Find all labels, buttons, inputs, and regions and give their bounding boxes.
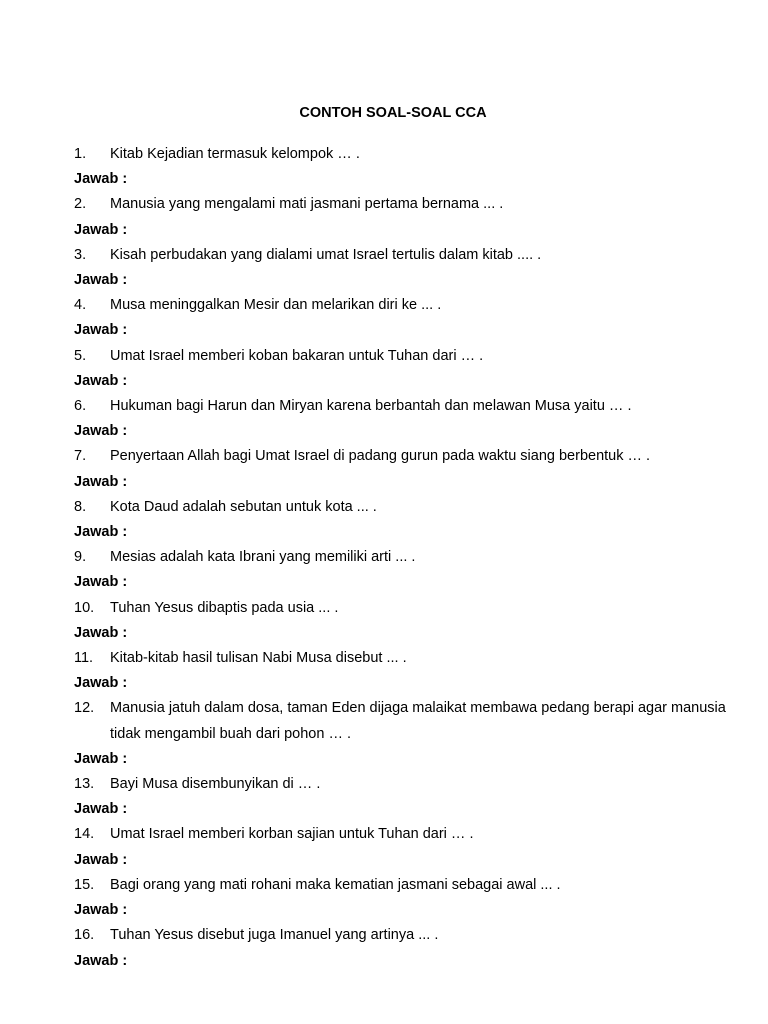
question-text: Manusia jatuh dalam dosa, taman Eden dijaga malaikat membawa pedang berapi agar manusia tidak mengambil buah dari pohon … .: [110, 700, 726, 742]
question-number: 15.: [74, 876, 95, 893]
question-number: 12.: [74, 700, 95, 717]
question-item: [74, 495, 734, 520]
answer-label: Jawab :: [74, 952, 128, 969]
answer-label: Jawab :: [74, 372, 128, 389]
question-item: [74, 344, 734, 369]
question-number: 8.: [74, 498, 87, 515]
answer-label: Jawab :: [74, 574, 128, 591]
question-text: Kitab-kitab hasil tulisan Nabi Musa disebut ... .: [110, 650, 407, 667]
answer-label: Jawab :: [74, 902, 128, 919]
answer-label: Jawab :: [74, 473, 128, 490]
question-text: Musa meninggalkan Mesir dan melarikan diri ke ... .: [110, 297, 442, 314]
question-number: 10.: [74, 599, 95, 616]
question-list: [74, 142, 734, 974]
question-text: Kisah perbudakan yang dialami umat Israel tertulis dalam kitab .... .: [110, 246, 542, 263]
question-number: 6.: [74, 398, 87, 415]
question-item: [74, 545, 734, 570]
question-item: [74, 923, 734, 948]
answer-label: Jawab :: [74, 624, 128, 641]
question-text: Kitab Kejadian termasuk kelompok … .: [110, 146, 360, 162]
answer-label: Jawab :: [74, 423, 128, 440]
question-text: Hukuman bagi Harun dan Miryan karena berbantah dan melawan Musa yaitu … .: [110, 398, 632, 415]
question-number: 7.: [74, 448, 87, 465]
question-number: 16.: [74, 927, 95, 944]
question-number: 4.: [74, 297, 87, 314]
question-item: [74, 873, 734, 898]
question-number: 1.: [74, 146, 87, 162]
question-item: [74, 596, 734, 621]
question-number: 2.: [74, 196, 87, 213]
question-number: 3.: [74, 246, 87, 263]
question-item: [74, 646, 734, 671]
question-text: Manusia yang mengalami mati jasmani pertama bernama ... .: [110, 196, 504, 213]
question-text: Tuhan Yesus dibaptis pada usia ... .: [110, 599, 339, 616]
question-text: Kota Daud adalah sebutan untuk kota ... .: [110, 498, 377, 515]
question-item: [74, 394, 734, 419]
question-number: 5.: [74, 347, 87, 364]
question-item: [74, 142, 734, 167]
answer-label: Jawab :: [74, 851, 128, 868]
answer-label: Jawab :: [74, 272, 128, 289]
answer-label: Jawab :: [74, 675, 128, 692]
question-item: [74, 293, 734, 318]
answer-label: Jawab :: [74, 171, 128, 188]
question-text: Penyertaan Allah bagi Umat Israel di padang gurun pada waktu siang berbentuk … .: [110, 448, 651, 465]
answer-label: Jawab :: [74, 322, 128, 339]
answer-label: Jawab :: [74, 801, 128, 818]
answer-label: Jawab :: [74, 750, 128, 767]
question-item: [74, 192, 734, 217]
question-text: Bayi Musa disembunyikan di … .: [110, 776, 321, 793]
question-item: [74, 444, 734, 469]
question-item: [74, 696, 734, 746]
document-title: CONTOH SOAL-SOAL CCA: [299, 105, 487, 121]
question-text: Tuhan Yesus disebut juga Imanuel yang artinya ... .: [110, 927, 439, 944]
answer-label: Jawab :: [74, 221, 128, 238]
question-number: 11.: [74, 650, 94, 667]
question-item: [74, 772, 734, 797]
question-item: [74, 243, 734, 268]
question-text: Umat Israel memberi koban bakaran untuk Tuhan dari … .: [110, 347, 484, 364]
question-number: 13.: [74, 776, 95, 793]
question-number: 14.: [74, 826, 95, 843]
question-number: 9.: [74, 549, 87, 566]
question-item: [74, 822, 734, 847]
question-text: Bagi orang yang mati rohani maka kematian jasmani sebagai awal ... .: [110, 876, 561, 893]
question-text: Umat Israel memberi korban sajian untuk Tuhan dari … .: [110, 826, 474, 843]
question-text: Mesias adalah kata Ibrani yang memiliki arti ... .: [110, 549, 416, 566]
answer-label: Jawab :: [74, 524, 128, 541]
